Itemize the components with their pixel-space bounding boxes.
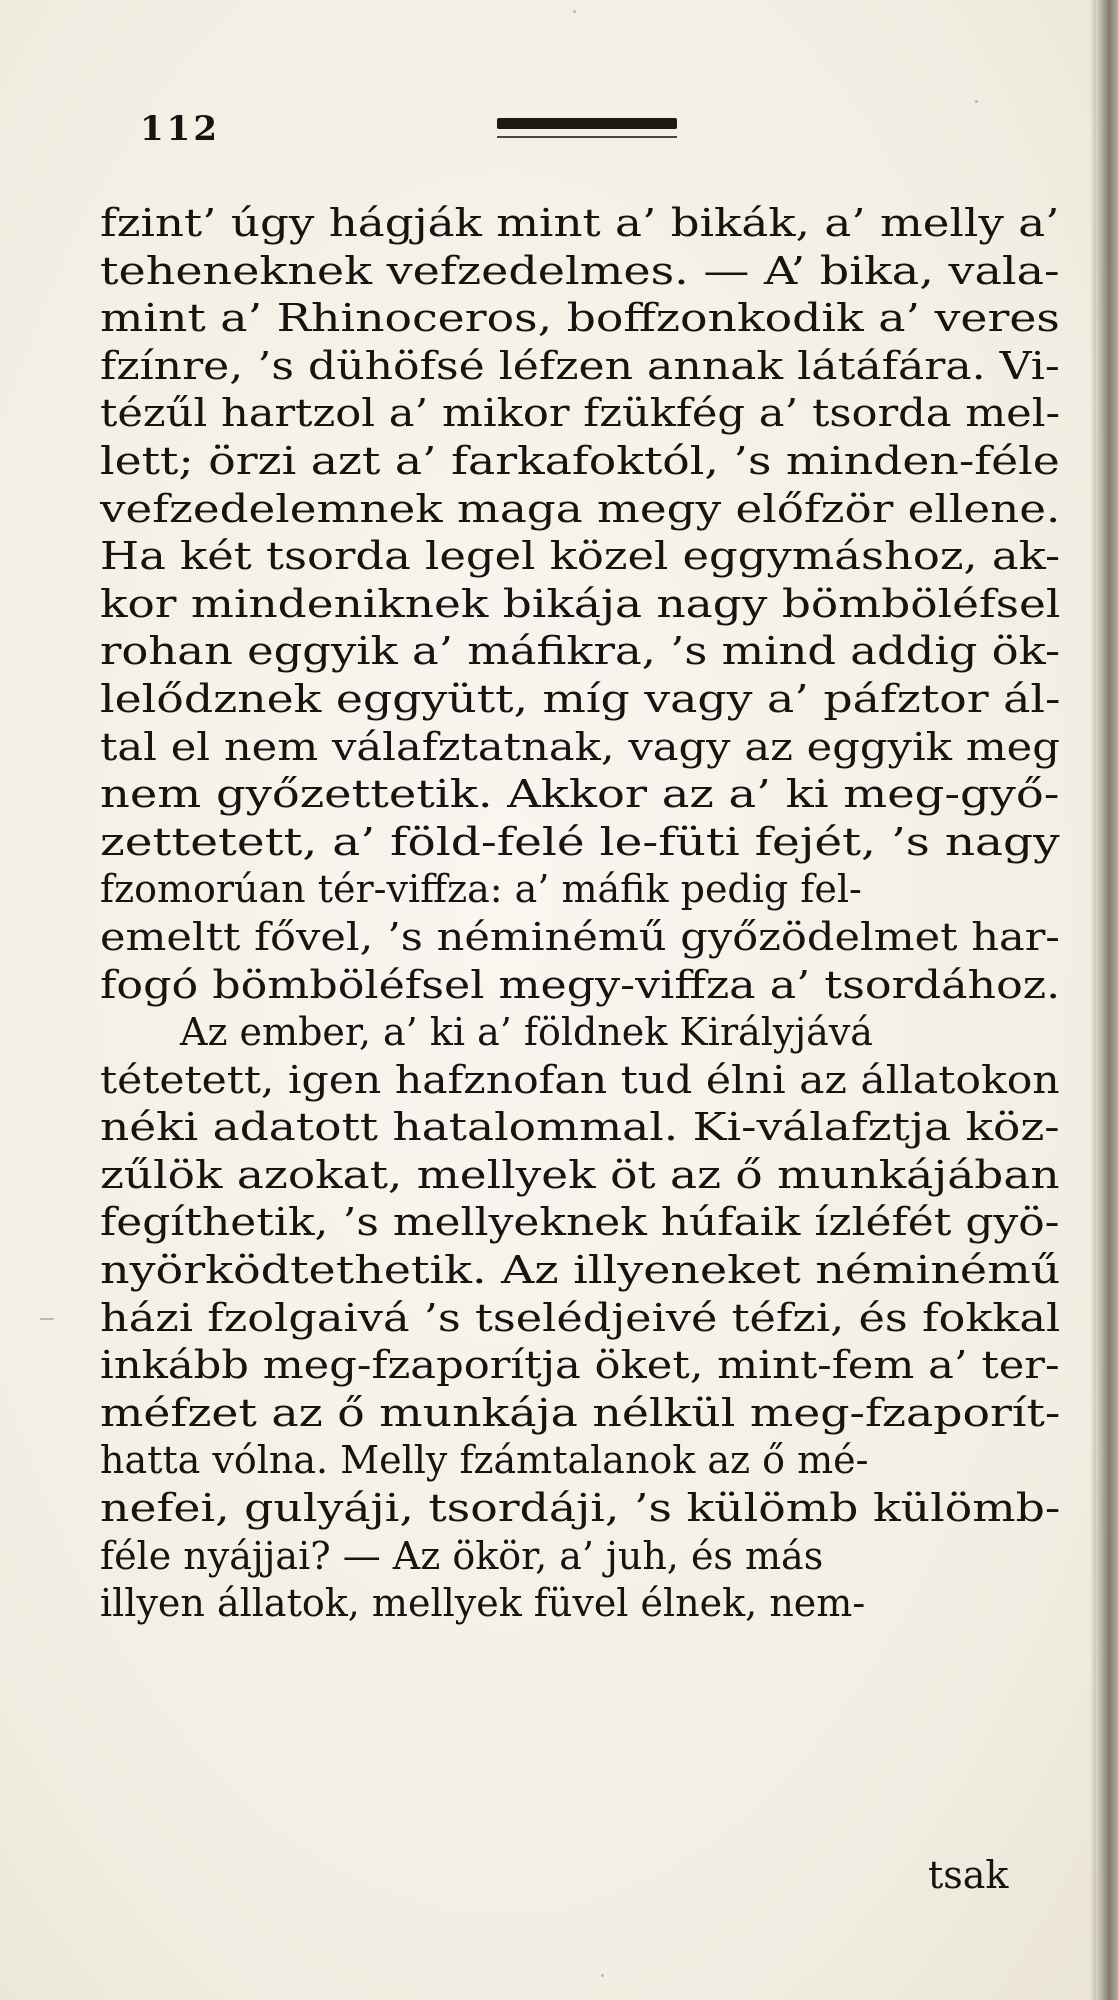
text-line	[100, 200, 1060, 248]
text-line	[100, 533, 1060, 581]
body-text	[100, 200, 1060, 1628]
text-line	[100, 581, 1060, 629]
text-line-content: nyörködtethetik. Az illyeneket néminémű	[100, 1248, 1061, 1293]
text-line-content: fzomorúan tér-viffza: a’ máfik pedig fel-	[100, 867, 862, 912]
text-line	[100, 1390, 1060, 1438]
text-line-content: méfzet az ő munkája nélkül meg-fzaporít-	[100, 1390, 1061, 1435]
text-line-content: emeltt fővel, ’s néminémű győzödelmet har-	[100, 914, 1060, 959]
text-line-content: tétetett, igen hafznofan tud élni az állatokon	[100, 1057, 1060, 1102]
text-line	[100, 1009, 1060, 1057]
text-line-content: féle nyájjai? — Az ökör, a’ juh, és más	[100, 1533, 824, 1578]
text-line	[100, 1104, 1060, 1152]
text-line	[100, 486, 1060, 534]
text-line	[100, 343, 1060, 391]
text-line-content: nefei, gulyáji, tsordáji, ’s külömb külömb-	[100, 1486, 1061, 1531]
text-line	[100, 1342, 1060, 1390]
paper-speck	[975, 100, 978, 103]
text-line	[100, 1533, 1060, 1581]
text-line-content: inkább meg-fzaporítja öket, mint-fem a’ ter-	[100, 1343, 1060, 1388]
text-line	[100, 724, 1060, 772]
text-line	[100, 1247, 1060, 1295]
text-line-content: rohan eggyik a’ máfikra, ’s mind addig ök-	[100, 629, 1061, 674]
header-ornament	[497, 118, 677, 129]
text-line	[100, 390, 1060, 438]
paper-speck	[40, 1318, 54, 1320]
header-ornament-rule	[497, 136, 677, 138]
text-line-content: illyen állatok, mellyek füvel élnek, nem-	[100, 1581, 866, 1626]
text-line-content: zűlök azokat, mellyek öt az ő munkájában	[100, 1152, 1060, 1197]
text-line-content: vefzedelemnek maga megy előfzör ellene.	[100, 486, 1061, 531]
text-line-content: fzínre, ’s dühöfsé léfzen annak látáfára. Vi-	[100, 343, 1060, 388]
catchword: tsak	[928, 1853, 1009, 1897]
text-line-content: házi fzolgaivá ’s tselédjeivé téfzi, és fokkal	[100, 1295, 1061, 1340]
text-line-content: lelődznek eggyütt, míg vagy a’ páfztor ál-	[100, 676, 1061, 721]
page-number: 112	[140, 109, 220, 149]
text-line-content: fogó bömböléfsel megy-viffza a’ tsordához.	[100, 962, 1061, 1007]
text-line-content: kor mindeniknek bikája nagy bömböléfsel	[100, 581, 1061, 626]
text-line	[100, 1152, 1060, 1200]
text-line	[100, 295, 1060, 343]
paper-speck	[573, 10, 576, 13]
paper-speck	[601, 1974, 604, 1977]
text-line	[100, 1199, 1060, 1247]
text-line-content: zettetett, a’ föld-felé le-füti fejét, ’s nagy	[100, 819, 1060, 864]
text-line	[100, 676, 1060, 724]
text-line	[100, 248, 1060, 296]
text-line-content: Az ember, a’ ki a’ földnek Királyjává	[180, 1010, 873, 1055]
text-line	[100, 1057, 1060, 1105]
text-line	[100, 628, 1060, 676]
text-line	[100, 866, 1060, 914]
text-line-content: fegíthetik, ’s mellyeknek húfaik ízléfét gyö-	[100, 1200, 1060, 1245]
text-line	[100, 914, 1060, 962]
text-line	[100, 771, 1060, 819]
text-line	[100, 438, 1060, 486]
text-line-content: hatta vólna. Melly fzámtalanok az ő mé-	[100, 1438, 869, 1483]
text-line-content: tézűl hartzol a’ mikor fzükfég a’ tsorda mel-	[100, 391, 1061, 436]
text-line-content: nem győzettetik. Akkor az a’ ki meg-győ-	[100, 772, 1060, 817]
text-line-content: mint a’ Rhinoceros, boffzonkodik a’ veres	[100, 296, 1060, 341]
text-line-content: lett; örzi azt a’ farkafoktól, ’s minden-féle	[100, 438, 1060, 483]
book-spine	[1096, 0, 1118, 2000]
text-line-content: Ha két tsorda legel közel eggymáshoz, ak-	[100, 534, 1061, 579]
text-line	[100, 1437, 1060, 1485]
text-line-content: fzint’ úgy hágják mint a’ bikák, a’ melly a’	[100, 201, 1060, 245]
text-line-content: néki adatott hatalommal. Ki-válafztja köz-	[100, 1105, 1060, 1150]
text-line	[100, 962, 1060, 1010]
text-line	[100, 1295, 1060, 1343]
text-line	[100, 819, 1060, 867]
text-line	[100, 1485, 1060, 1533]
text-line-content: tal el nem válafztatnak, vagy az eggyik meg	[100, 724, 1060, 769]
text-line	[100, 1580, 1060, 1628]
text-line-content: teheneknek vefzedelmes. — A’ bika, vala-	[100, 248, 1060, 293]
